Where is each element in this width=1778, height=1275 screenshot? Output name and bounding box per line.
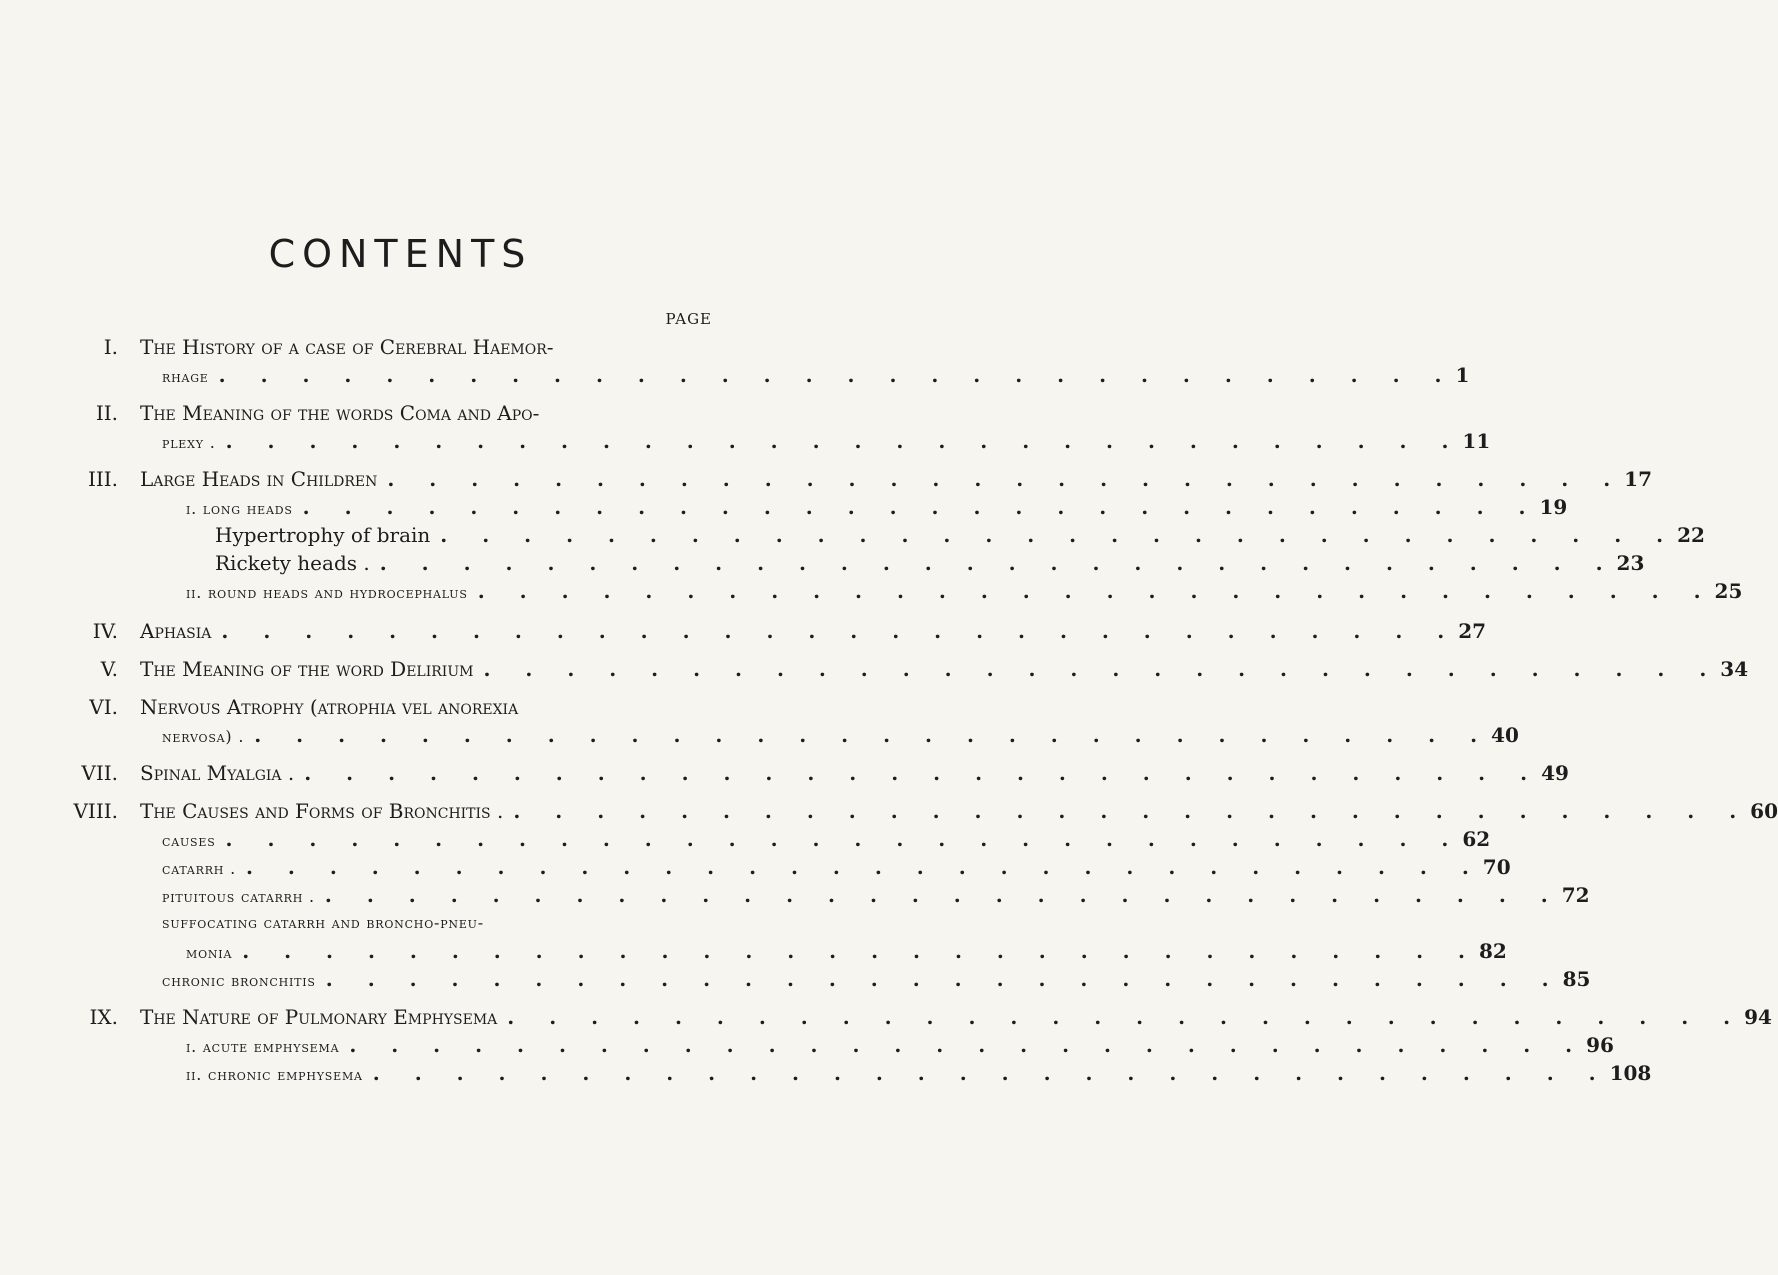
dot-leader: . . . . . . . . . . . . . . . . . . . . . . . . . . . . . . <box>440 523 1678 547</box>
page-number: 22 <box>1677 523 1705 547</box>
chapter-number: V. <box>100 657 118 681</box>
page-number: 94 <box>1744 1005 1772 1029</box>
entry-text: Rickety heads . <box>215 551 370 575</box>
toc-row <box>186 493 1568 521</box>
dot-leader: . . . . . . . . . . . . . . . . . . . . . . . . . . . . . . <box>325 967 1563 991</box>
page-number: 108 <box>1609 1061 1652 1085</box>
entry-text: nervosa) . <box>162 727 245 746</box>
entry-text: monia <box>186 943 233 962</box>
dot-leader: . . . . . . . . . . . . . . . . . . . . . . . . . . . . . . <box>242 939 1480 963</box>
page-number: 17 <box>1624 467 1653 491</box>
toc-row <box>0 617 1487 645</box>
entry-text: i. acute emphysema <box>186 1037 340 1056</box>
entry-text: i. long heads <box>186 499 293 518</box>
page-number: 62 <box>1462 827 1491 851</box>
toc-row <box>162 853 1511 881</box>
page-number: 1 <box>1455 363 1470 387</box>
dot-leader: . . . . . . . . . . . . . . . . . . . . . . . . . . . . . . <box>254 723 1492 747</box>
dot-leader: . . . . . . . . . . . . . . . . . . . . . . . . . . . . . . <box>218 363 1456 387</box>
entry-text: ii. round heads and hydrocephalus <box>186 583 468 602</box>
toc-row <box>0 759 1569 787</box>
toc-row <box>162 427 1491 455</box>
entry-text: Hypertrophy of brain <box>215 523 431 547</box>
entry-text: plexy . <box>162 433 216 452</box>
page-number: 25 <box>1714 579 1743 603</box>
toc-row <box>0 797 1778 825</box>
toc-row <box>162 909 712 937</box>
toc-row <box>162 965 1591 993</box>
dot-leader: . . . . . . . . . . . . . . . . . . . . . . . . . . . . . . <box>372 1061 1610 1085</box>
entry-text: The Causes and Forms of Bronchitis . <box>140 799 504 823</box>
entry-text: Nervous Atrophy (atrophia vel anorexia <box>140 695 519 719</box>
dot-leader: . . . . . . . . . . . . . . . . . . . . . . . . . . . . . . <box>324 883 1562 907</box>
toc-row <box>0 465 1653 493</box>
chapter-number: VI. <box>89 695 118 719</box>
page-column-heading: PAGE <box>665 310 712 328</box>
toc-row <box>162 825 1491 853</box>
dot-leader: . . . . . . . . . . . . . . . . . . . . . . . . . . . . . . <box>245 855 1483 879</box>
toc-row <box>0 1003 1772 1031</box>
toc-row <box>0 655 1749 683</box>
dot-leader: . . . . . . . . . . . . . . . . . . . . . . . . . . . . . . <box>379 551 1617 575</box>
toc-row <box>0 333 712 361</box>
toc-row <box>186 1031 1614 1059</box>
entry-text: The Meaning of the words Coma and Apo- <box>140 401 540 425</box>
page-number: 11 <box>1462 429 1491 453</box>
dot-leader: . . . . . . . . . . . . . . . . . . . . . . . . . . . . . . <box>483 657 1721 681</box>
toc-row <box>186 937 1507 965</box>
entry-text: suffocating catarrh and broncho-pneu- <box>162 913 484 932</box>
page-number: 40 <box>1491 723 1519 747</box>
dot-leader: . . . . . . . . . . . . . . . . . . . . . . . . . . . . . . <box>507 1005 1745 1029</box>
dot-leader: . . . . . . . . . . . . . . . . . . . . . . . . . . . . . . <box>304 761 1542 785</box>
page-number: 34 <box>1720 657 1749 681</box>
chapter-number: VIII. <box>73 799 118 823</box>
entry-text: The Meaning of the word Delirium <box>140 657 474 681</box>
entry-text: Aphasia <box>140 619 212 643</box>
toc-row <box>186 577 1743 605</box>
page-number: 23 <box>1616 551 1645 575</box>
entry-text: The History of a case of Cerebral Haemor- <box>140 335 554 359</box>
toc-row <box>215 521 1705 549</box>
page-number: 27 <box>1458 619 1487 643</box>
entry-text: rhage <box>162 367 209 386</box>
toc-row <box>215 549 1645 577</box>
entry-text: causes <box>162 831 216 850</box>
chapter-number: IV. <box>92 619 118 643</box>
chapter-number: IX. <box>89 1005 118 1029</box>
chapter-number: II. <box>95 401 118 425</box>
dot-leader: . . . . . . . . . . . . . . . . . . . . . . . . . . . . . . <box>387 467 1625 491</box>
page-number: 60 <box>1750 799 1778 823</box>
page-number: 85 <box>1562 967 1591 991</box>
dot-leader: . . . . . . . . . . . . . . . . . . . . . . . . . . . . . . <box>221 619 1459 643</box>
page-title: CONTENTS <box>268 232 533 276</box>
chapter-number: III. <box>87 467 118 491</box>
entry-text: Spinal Myalgia . <box>140 761 295 785</box>
entry-text: ii. chronic emphysema <box>186 1065 363 1084</box>
entry-text: The Nature of Pulmonary Emphysema <box>140 1005 498 1029</box>
entry-text: Large Heads in Children <box>140 467 378 491</box>
chapter-number: VII. <box>81 761 118 785</box>
dot-leader: . . . . . . . . . . . . . . . . . . . . . . . . . . . . . . <box>477 579 1715 603</box>
toc-row <box>0 693 712 721</box>
page-number: 96 <box>1586 1033 1614 1057</box>
page-number: 72 <box>1561 883 1590 907</box>
toc-row <box>162 881 1590 909</box>
chapter-number: I. <box>103 335 118 359</box>
entry-text: catarrh . <box>162 859 236 878</box>
page-number: 49 <box>1541 761 1569 785</box>
toc-row <box>0 399 712 427</box>
dot-leader: . . . . . . . . . . . . . . . . . . . . . . . . . . . . . . <box>225 827 1463 851</box>
toc-row <box>186 1059 1652 1087</box>
dot-leader: . . . . . . . . . . . . . . . . . . . . . . . . . . . . . . <box>349 1033 1587 1057</box>
page-number: 70 <box>1482 855 1511 879</box>
page-number: 82 <box>1479 939 1507 963</box>
entry-text: pituitous catarrh . <box>162 887 315 906</box>
toc-row <box>162 361 1470 389</box>
dot-leader: . . . . . . . . . . . . . . . . . . . . . . . . . . . . . . <box>513 799 1751 823</box>
dot-leader: . . . . . . . . . . . . . . . . . . . . . . . . . . . . . . <box>225 429 1463 453</box>
entry-text: chronic bronchitis <box>162 971 316 990</box>
dot-leader: . . . . . . . . . . . . . . . . . . . . . . . . . . . . . . <box>302 495 1540 519</box>
toc-row <box>162 721 1519 749</box>
page-number: 19 <box>1539 495 1568 519</box>
